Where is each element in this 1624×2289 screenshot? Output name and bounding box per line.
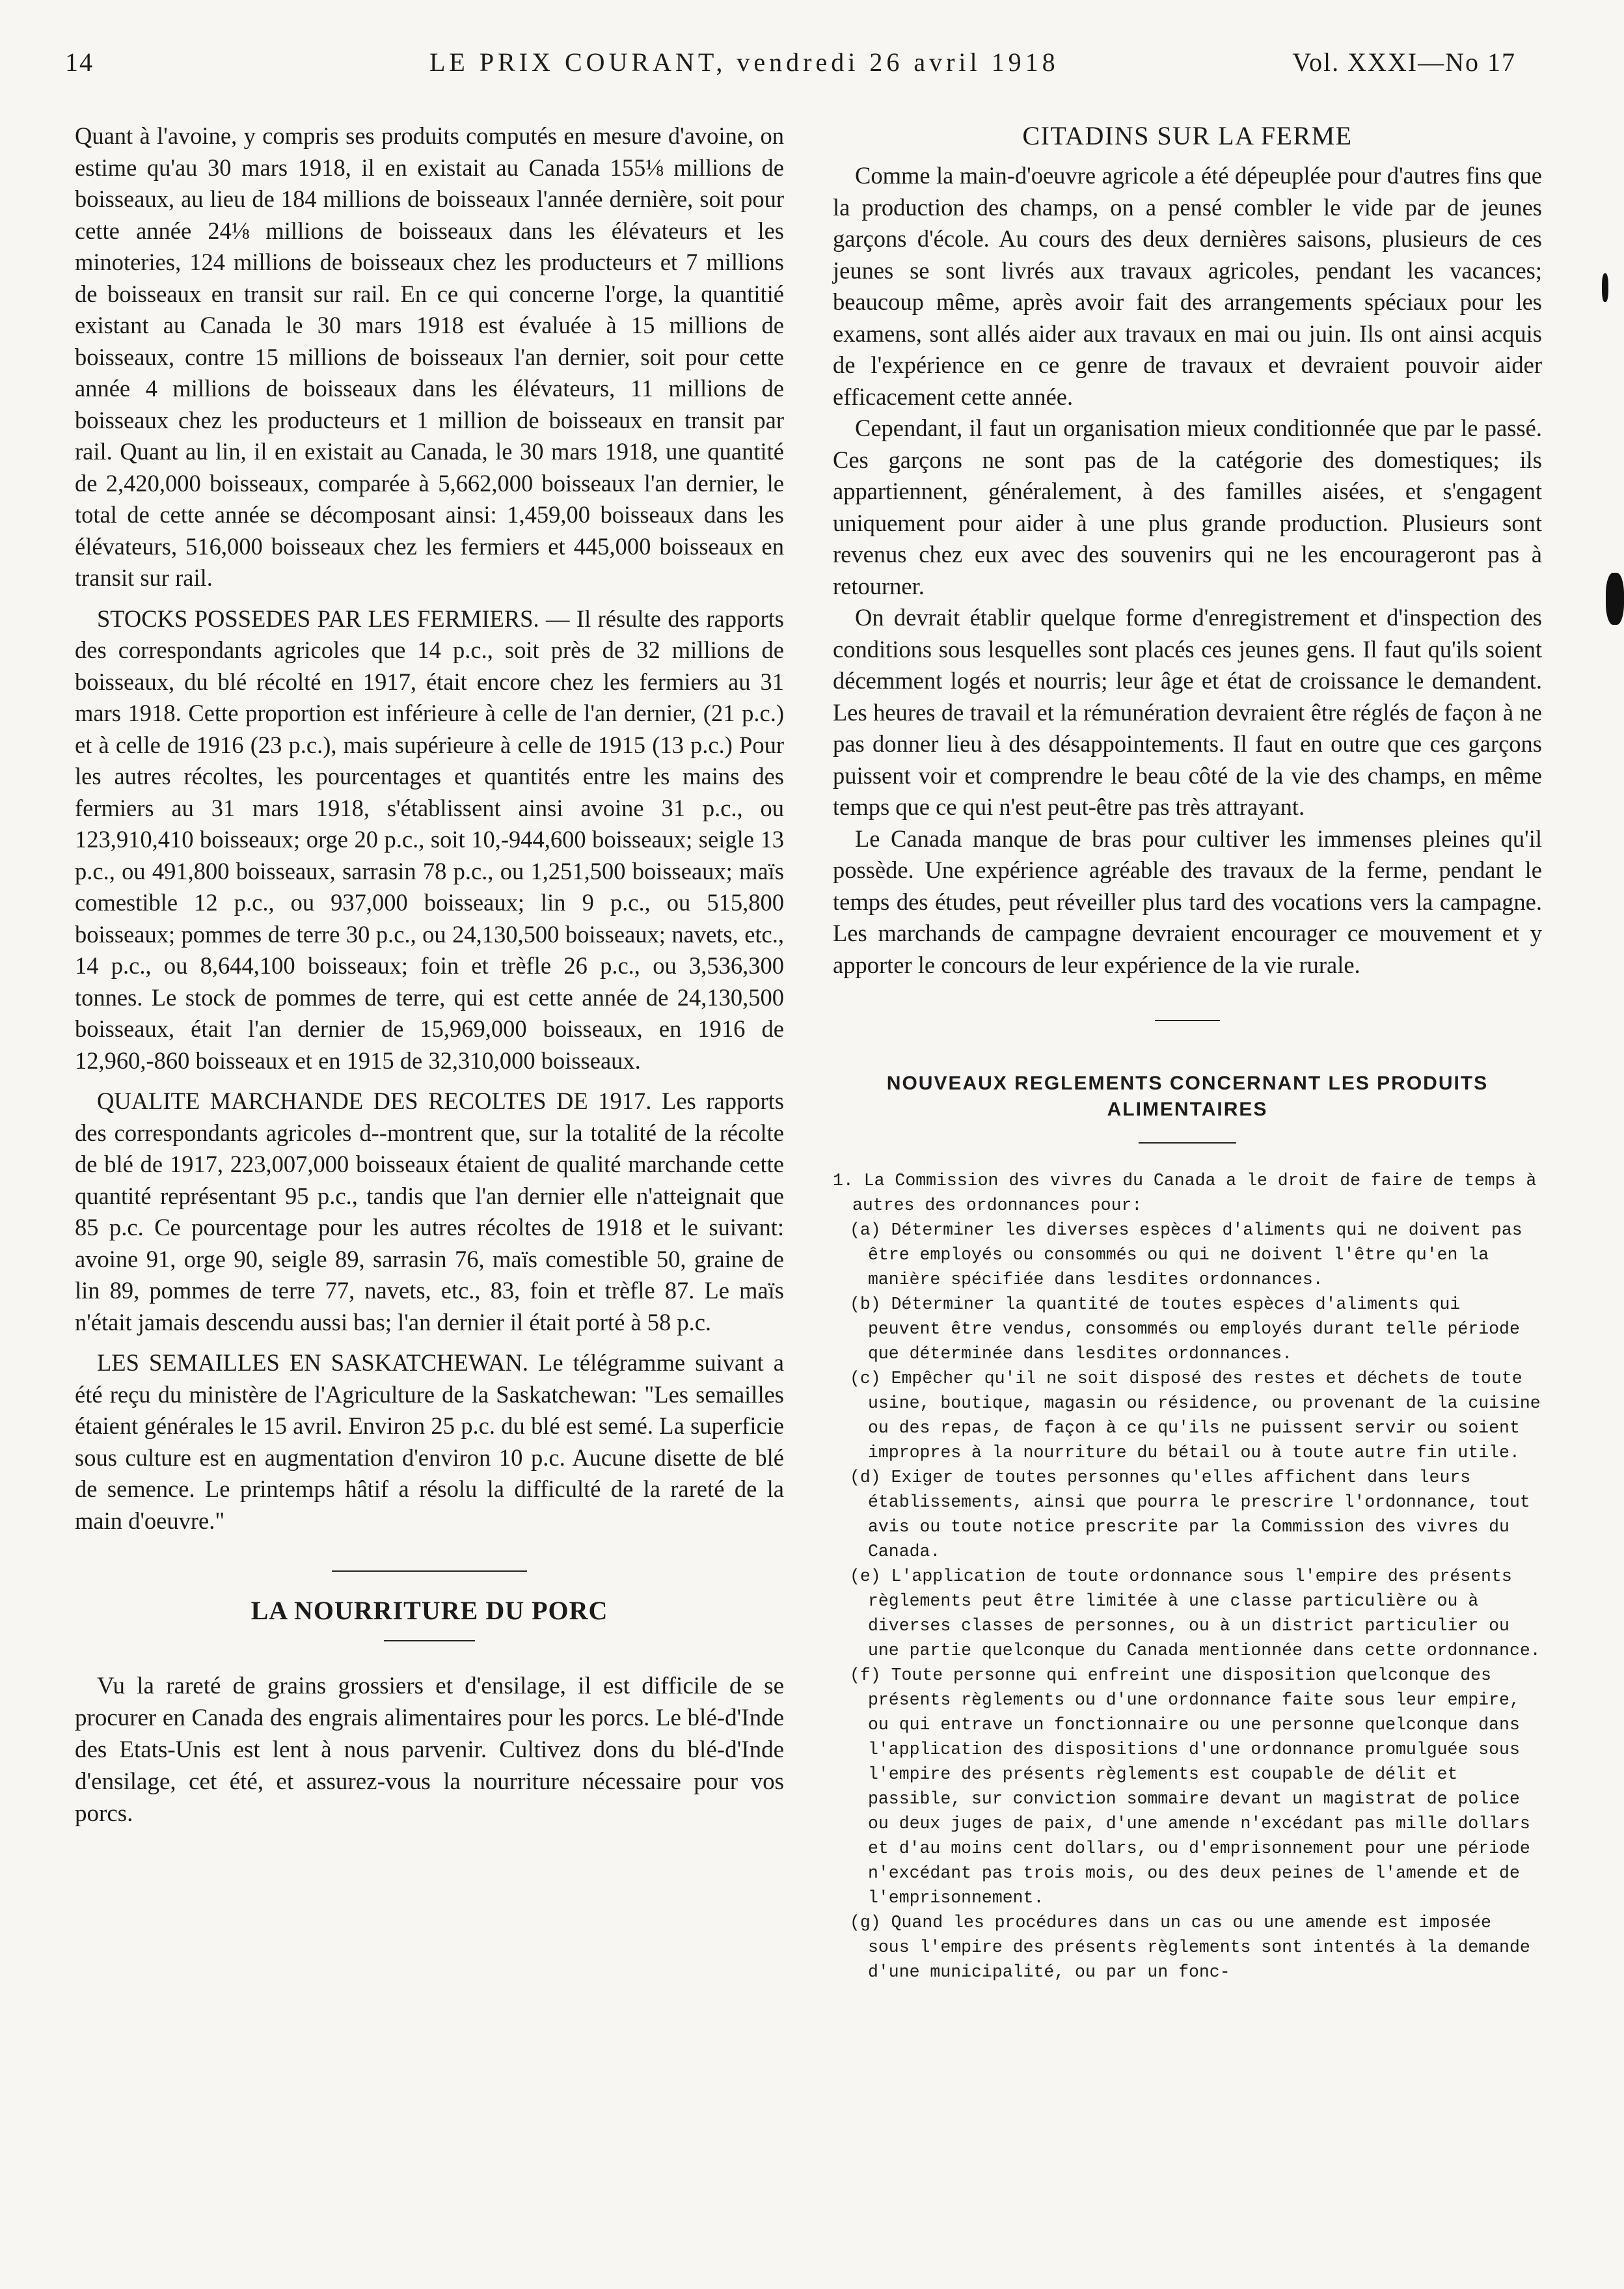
volume-number: Vol. XXXI—No 17 xyxy=(1292,48,1516,77)
paragraph-porc: Vu la rareté de grains grossiers et d'ensilage, il est difficile de se procurer en Canada des engrais alimentaires pour les porcs. Le blé-d'Inde des Etats-Unis est lent à nous parvenir. Cultivez dons du blé-d'Inde d'ensilage, cet été, et assurez-vous la nourriture nécessaire pour vos porcs. xyxy=(75,1673,784,1827)
right-column xyxy=(833,120,1542,1984)
regulation-item-a: (a) Déterminer les diverses espèces d'aliments qui ne doivent pas être employés ou consommés ou qui ne doivent l'être qu'en la manière spécifiée dans lesdites ordonnances. xyxy=(850,1220,1522,1289)
regulation-intro: 1. La Commission des vivres du Canada a le droit de faire de temps à autres des ordonnances pour: xyxy=(833,1171,1537,1215)
publication-line: LE PRIX COURANT, vendredi 26 avril 1918 xyxy=(429,48,1059,77)
paragraph-citadins-2: Cependant, il faut un organisation mieux conditionnée que par le passé. Ces garçons ne sont pas de la catégorie des domestiques; ils appartiennent, généralement, à des familles aisées, et s'engagent uniquement pour aider à une plus grande production. Plusieurs sont revenus chez eux avec des souvenirs qui ne les encourageront pas à retourner. xyxy=(833,415,1542,599)
regulations-list xyxy=(833,1168,1542,1984)
regulation-item-g: (g) Quand les procédures dans un cas ou une amende est imposée sous l'empire des présents règlements sont intentés à la demande d'une municipalité, ou par un fonc- xyxy=(850,1913,1530,1982)
paragraph-citadins-3: On devrait établir quelque forme d'enregistrement et d'inspection des conditions sous lesquelles sont placés ces jeunes gens. Il faut qu'ils soient décemment logés et nourris; leur âge et état de croissance le demandent. Les heures de travail et la rémunération devraient être réglés de façon à ne pas donner lieu à des désappointements. Il faut en outre que ces garçons puissent voir et comprendre le beau côté de la vie des champs, en même temps que ce qui n'est peut-être pas très attrayant. xyxy=(833,604,1542,820)
title-underline xyxy=(384,1640,475,1641)
page-header xyxy=(65,47,1516,86)
scan-edge-mark xyxy=(1602,273,1608,302)
section-rule xyxy=(1155,1020,1220,1021)
paragraph-avoine: Quant à l'avoine, y compris ses produits computés en mesure d'avoine, on estime qu'au 30 mars 1918, il en existait au Canada 155⅛ millions de boisseaux, au lieu de 184 millions de boisseaux l'année dernière, soit pour cette année 24⅛ millions de boisseaux dans les élévateurs et les minoteries, 124 millions de boisseaux chez les producteurs et 7 millions de boisseaux en transit sur rail. En ce qui concerne l'orge, la quantitié existant au Canada le 30 mars 1918 est évaluée à 15 millions de boisseaux, contre 15 millions de boisseaux l'an dernier, soit pour cette année 4 millions de boisseaux dans les élévateurs, 11 millions de boisseaux chez les producteurs et 1 million de boisseaux en transit par rail. Quant au lin, il en existait au Canada, le 30 mars 1918, une quantité de 2,420,000 boisseaux, comparée à 5,662,000 boisseaux l'an dernier, le total de cette année se décomposant ainsi: 1,459,00 boisseaux dans les élévateurs, 516,000 boisseaux chez les fermiers et 445,000 boisseaux en transit sur rail. xyxy=(75,122,784,591)
regulation-item-e: (e) L'application de toute ordonnance sous l'empire des présents règlements peut être limitée à une classe particulière ou à diverses classes de personnes, ou à un district particulier ou une partie quelconque du Canada mentionnée dans cette ordonnance. xyxy=(850,1567,1541,1660)
page-number: 14 xyxy=(65,48,94,77)
regulation-item-d: (d) Exiger de toutes personnes qu'elles affichent dans leurs établissements, ainsi que pourra le prescrire l'ordonnance, tout avis ou toute notice prescrite par la Commission des vivres du Canada. xyxy=(850,1468,1530,1561)
section-rule xyxy=(332,1570,527,1572)
title-underline xyxy=(1139,1142,1236,1144)
left-column xyxy=(75,120,784,1830)
paragraph-semailles: LES SEMAILLES EN SASKATCHEWAN. Le télégramme suivant a été reçu du ministère de l'Agriculture de la Saskatchewan: "Les semailles étaient générales le 15 avril. Environ 25 p.c. du blé est semé. La superficie sous culture est en augmentation d'environ 10 p.c. Aucune disette de blé de semence. Le printemps hâtif a résolu la difficulté de la rareté de la main d'oeuvre." xyxy=(75,1349,784,1534)
scan-edge-mark xyxy=(1606,573,1624,625)
regulation-item-b: (b) Déterminer la quantité de toutes espèces d'aliments qui peuvent être vendus, consommés ou employés durant telle période que déterminée dans lesdites ordonnances. xyxy=(850,1295,1520,1364)
paragraph-stocks: STOCKS POSSEDES PAR LES FERMIERS. — Il résulte des rapports des correspondants agricoles que 14 p.c., soit près de 32 millions de boisseaux, du blé récolté en 1917, était encore chez les fermiers au 31 mars 1918. Cette proportion est inférieure à celle de l'an dernier, (21 p.c.) et à celle de 1916 (23 p.c.), mais supérieure à celle de 1915 (13 p.c.) Pour les autres récoltes, les pourcentages et quantités entre les mains des fermiers au 31 mars 1918, s'établissent ainsi avoine 31 p.c., ou 123,910,410 boisseaux; orge 20 p.c., soit 10,-944,600 boisseaux; seigle 13 p.c., ou 491,800 boisseaux, sarrasin 78 p.c., ou 1,251,500 boisseaux; maïs comestible 12 p.c., ou 937,000 boisseaux; lin 9 p.c., ou 515,800 boisseaux; pommes de terre 30 p.c., ou 24,130,500 boisseaux; navets, etc., 14 p.c., ou 8,644,100 boisseaux; foin et trèfle 26 p.c., ou 3,536,300 tonnes. Le stock de pommes de terre, qui est cette année de 24,130,500 boisseaux, était l'an dernier de 15,969,000 boisseaux, en 1916 de 12,960,-860 boisseaux et en 1915 de 32,310,000 boisseaux. xyxy=(75,605,784,1074)
paragraph-citadins-1: Comme la main-d'oeuvre agricole a été dépeuplée pour d'autres fins que la production des champs, on a pensé combler le vide par de jeunes garçons d'école. Au cours des deux dernières saisons, plusieurs de ces jeunes se sont livrés aux travaux agricoles, pendant les vacances; beaucoup même, après avoir fait des arrangements spéciaux pour les examens, sont allés aider aux travaux en mai ou juin. Ils ont ainsi acquis de l'expérience en ce genre de travaux et devraient pouvoir aider efficacement cette année. xyxy=(833,162,1542,410)
section-title-citadins: CITADINS SUR LA FERME xyxy=(1022,121,1353,150)
regulation-item-c: (c) Empêcher qu'il ne soit disposé des restes et déchets de toute usine, boutique, magasin ou résidence, ou provenant de la cuisine ou des repas, de façon à ce qu'ils ne puissent servir ou soient impropres à la nourriture du bétail ou à toute autre fin utile. xyxy=(850,1369,1541,1462)
paragraph-qualite: QUALITE MARCHANDE DES RECOLTES DE 1917. Les rapports des correspondants agricoles d--montrent que, sur la totalité de la récolte de blé de 1917, 223,007,000 boisseaux étaient de qualité marchande cette quantité représentant 95 p.c., tandis que l'an dernier elle n'atteignait que 85 p.c. Ce pourcentage pour les autres récoltes de 1918 et le suivant: avoine 91, orge 90, seigle 89, sarrasin 76, maïs comestible 50, graine de lin 89, pommes de terre 77, navets, etc., 83, foin et trèfle 87. Le maïs n'était jamais descendu aussi bas; l'an dernier il était porté à 58 p.c. xyxy=(75,1088,784,1336)
regulation-item-f: (f) Toute personne qui enfreint une disposition quelconque des présents règlements ou d'une ordonnance faite sous leur empire, ou qui entrave un fonctionnaire ou une personne quelconque dans l'application des dispositions d'une ordonnance promulguée sous l'empire des présents règlements est coupable de délit et passible, sur conviction sommaire devant un magistrat de police ou deux juges de paix, d'une amende n'excédant pas mille dollars et d'au moins cent dollars, ou d'emprisonnement pour une période n'excédant pas trois mois, ou des deux peines de l'amende et de l'emprisonnement. xyxy=(850,1665,1530,1908)
paragraph-citadins-4: Le Canada manque de bras pour cultiver les immenses pleines qu'il possède. Une expérience agréable des travaux de la ferme, pendant le temps des études, peut réveiller plus tard des vocations vers la campagne. Les marchands de campagne devraient encourager ce mouvement et y apporter le concours de leur expérience de la vie rurale. xyxy=(833,825,1542,978)
section-title-porc: LA NOURRITURE DU PORC xyxy=(250,1596,608,1625)
section-title-reglements: NOUVEAUX REGLEMENTS CONCERNANT LES PRODUITS ALIMENTAIRES xyxy=(886,1073,1489,1120)
